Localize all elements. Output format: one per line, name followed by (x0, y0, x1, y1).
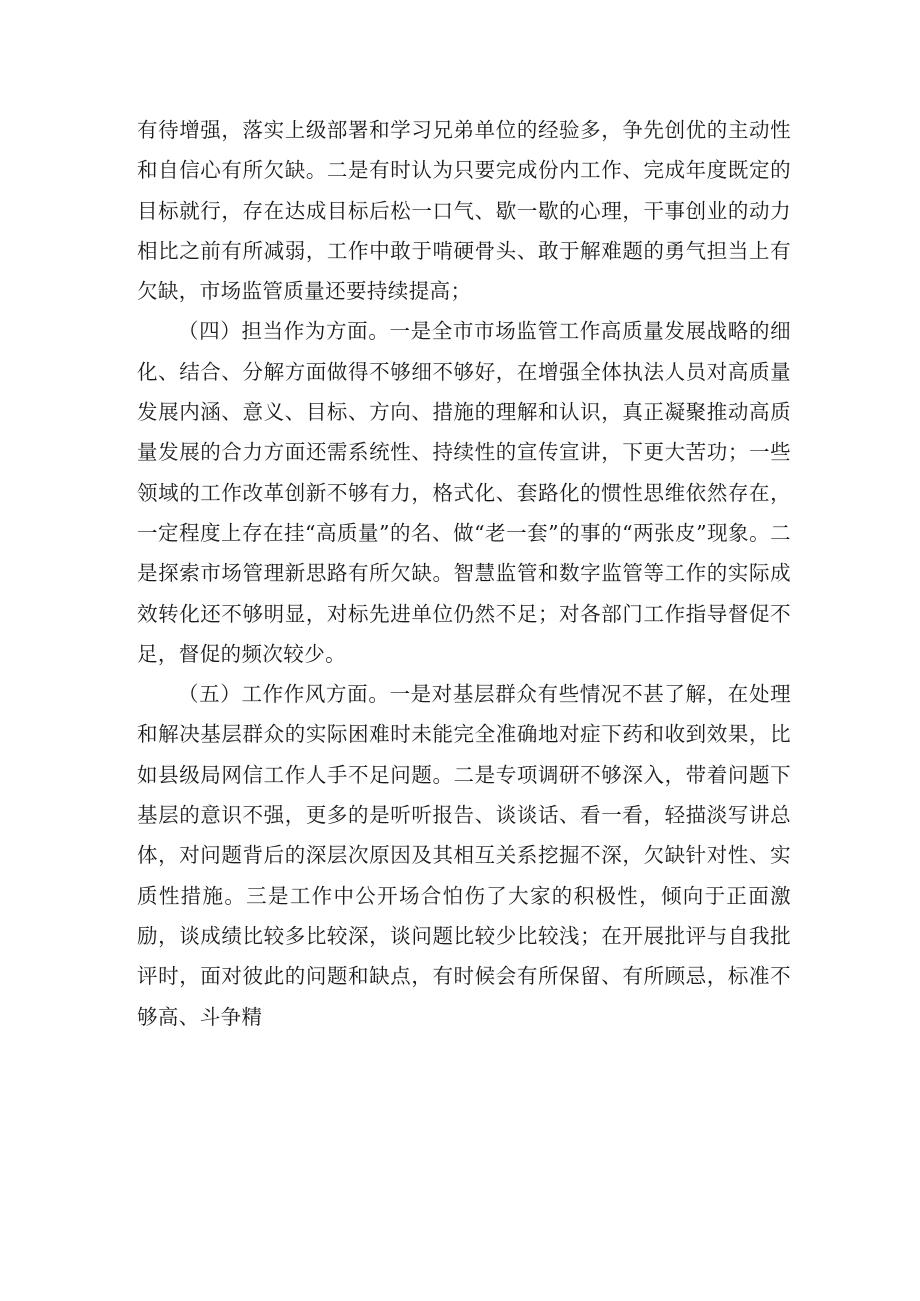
paragraph-section-5: （五）工作作风方面。一是对基层群众有些情况不甚了解，在处理和解决基层群众的实际困难时未能完全准确地对症下药和收到效果，比如县级局网信工作人手不足问题。二是专项调研不够深入，带着问题下基层的意识不强，更多的是听听报告、谈谈话、看一看，轻描淡写讲总体，对问题背后的深层次原因及其相互关系挖掘不深，欠缺针对性、实质性措施。三是工作中公开场合怕伤了大家的积极性，倾向于正面激励，谈成绩比较多比较深，谈问题比较少比较浅；在开展批评与自我批评时，面对彼此的问题和缺点，有时候会有所保留、有所顾忌，标准不够高、斗争精 (137, 682, 791, 1029)
paragraph-section-4: （四）担当作为方面。一是全市市场监管工作高质量发展战略的细化、结合、分解方面做得不够细不够好，在增强全体执法人员对高质量发展内涵、意义、目标、方向、措施的理解和认识，真正凝聚推动高质量发展的合力方面还需系统性、持续性的宣传宣讲，下更大苦功；一些领域的工作改革创新不够有力，格式化、套路化的惯性思维依然存在，一定程度上存在挂“高质量”的名、做“老一套”的事的“两张皮”现象。二是探索市场管理新思路有所欠缺。智慧监管和数字监管等工作的实际成效转化还不够明显，对标先进单位仍然不足；对各部门工作指导督促不足，督促的频次较少。 (137, 319, 791, 666)
paragraph-continuation: 有待增强，落实上级部署和学习兄弟单位的经验多，争先创优的主动性和自信心有所欠缺。二是有时认为只要完成份内工作、完成年度既定的目标就行，存在达成目标后松一口气、歇一歇的心理，干事创业的动力相比之前有所减弱，工作中敢于啃硬骨头、敢于解难题的勇气担当上有欠缺，市场监管质量还要持续提高； (137, 118, 791, 304)
document-body (137, 110, 791, 1037)
